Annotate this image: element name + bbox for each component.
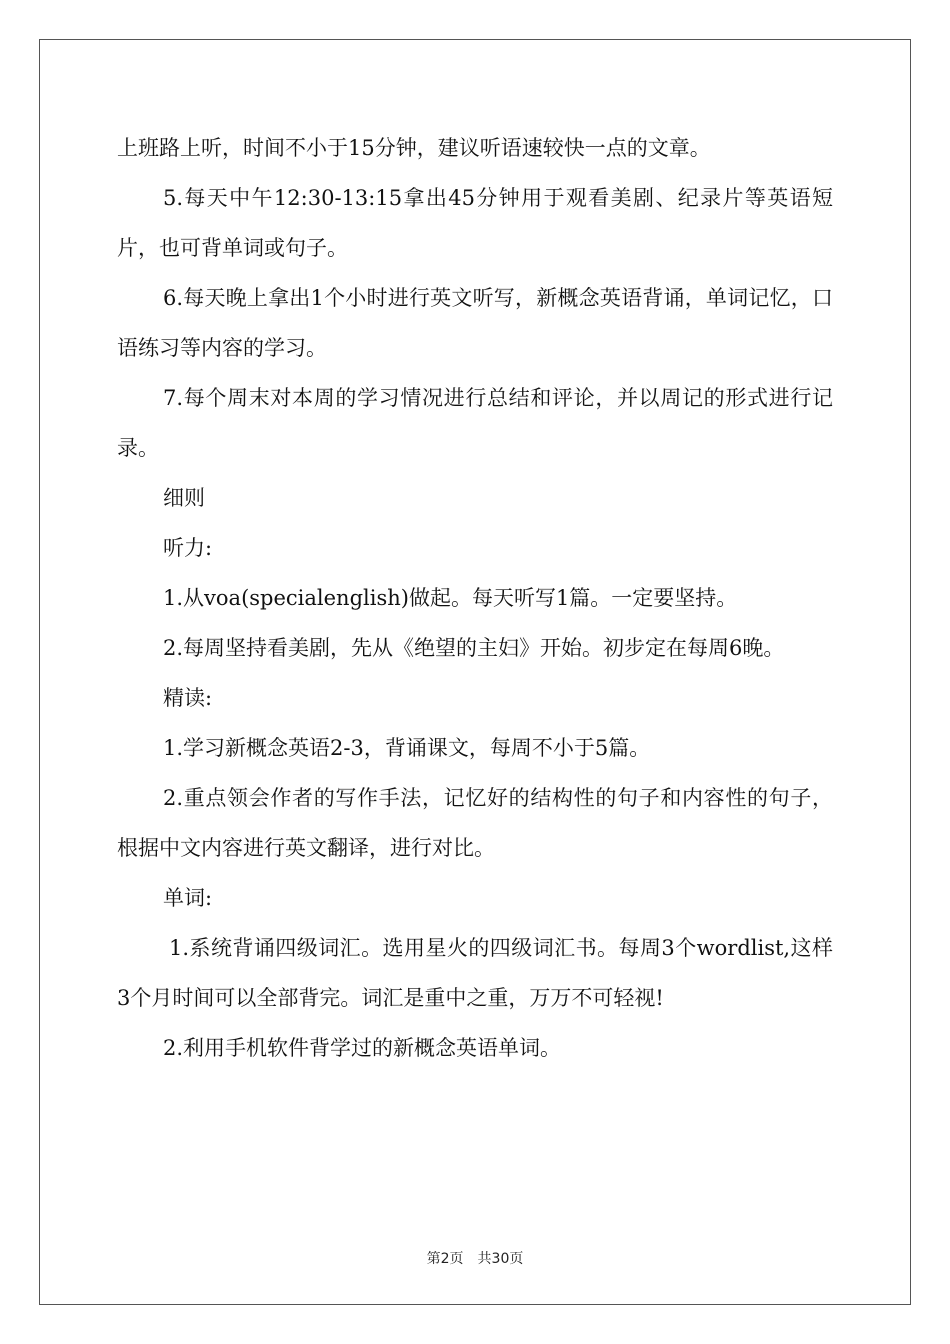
section-heading-details: 细则 <box>163 486 205 510</box>
subheading-vocabulary: 单词: <box>163 886 213 910</box>
subheading-listening: 听力: <box>163 536 213 560</box>
paragraph-11: 2.重点领会作者的写作手法，记忆好的结构性的句子和内容性的句子，根据中文内容进行英文翻译，进行对比。 <box>117 786 833 860</box>
paragraph-3: 6.每天晚上拿出1个小时进行英文听写，新概念英语背诵，单词记忆，口语练习等内容的学习。 <box>117 286 833 360</box>
paragraph-1: 上班路上听，时间不小于15分钟，建议听语速较快一点的文章。 <box>117 136 711 160</box>
paragraph-10: 1.学习新概念英语2-3，背诵课文，每周不小于5篇。 <box>163 736 651 760</box>
paragraph-2: 5.每天中午12:30-13:15拿出45分钟用于观看美剧、纪录片等英语短片，也可背单词或句子。 <box>117 186 833 260</box>
paragraph-4: 7.每个周末对本周的学习情况进行总结和评论，并以周记的形式进行记录。 <box>117 386 833 460</box>
paragraph-7: 1.从voa(specialenglish)做起。每天听写1篇。一定要坚持。 <box>163 586 738 610</box>
document-body <box>117 123 833 1073</box>
paragraph-14: 2.利用手机软件背学过的新概念英语单词。 <box>163 1036 562 1060</box>
paragraph-13: 1.系统背诵四级词汇。选用星火的四级词汇书。每周3个wordlist,这样3个月时间可以全部背完。词汇是重中之重，万万不可轻视! <box>117 936 833 1010</box>
subheading-intensive-reading: 精读: <box>163 686 213 710</box>
page-footer: 第2页 共30页 <box>426 1251 524 1267</box>
paragraph-8: 2.每周坚持看美剧，先从《绝望的主妇》开始。初步定在每周6晚。 <box>163 636 785 660</box>
